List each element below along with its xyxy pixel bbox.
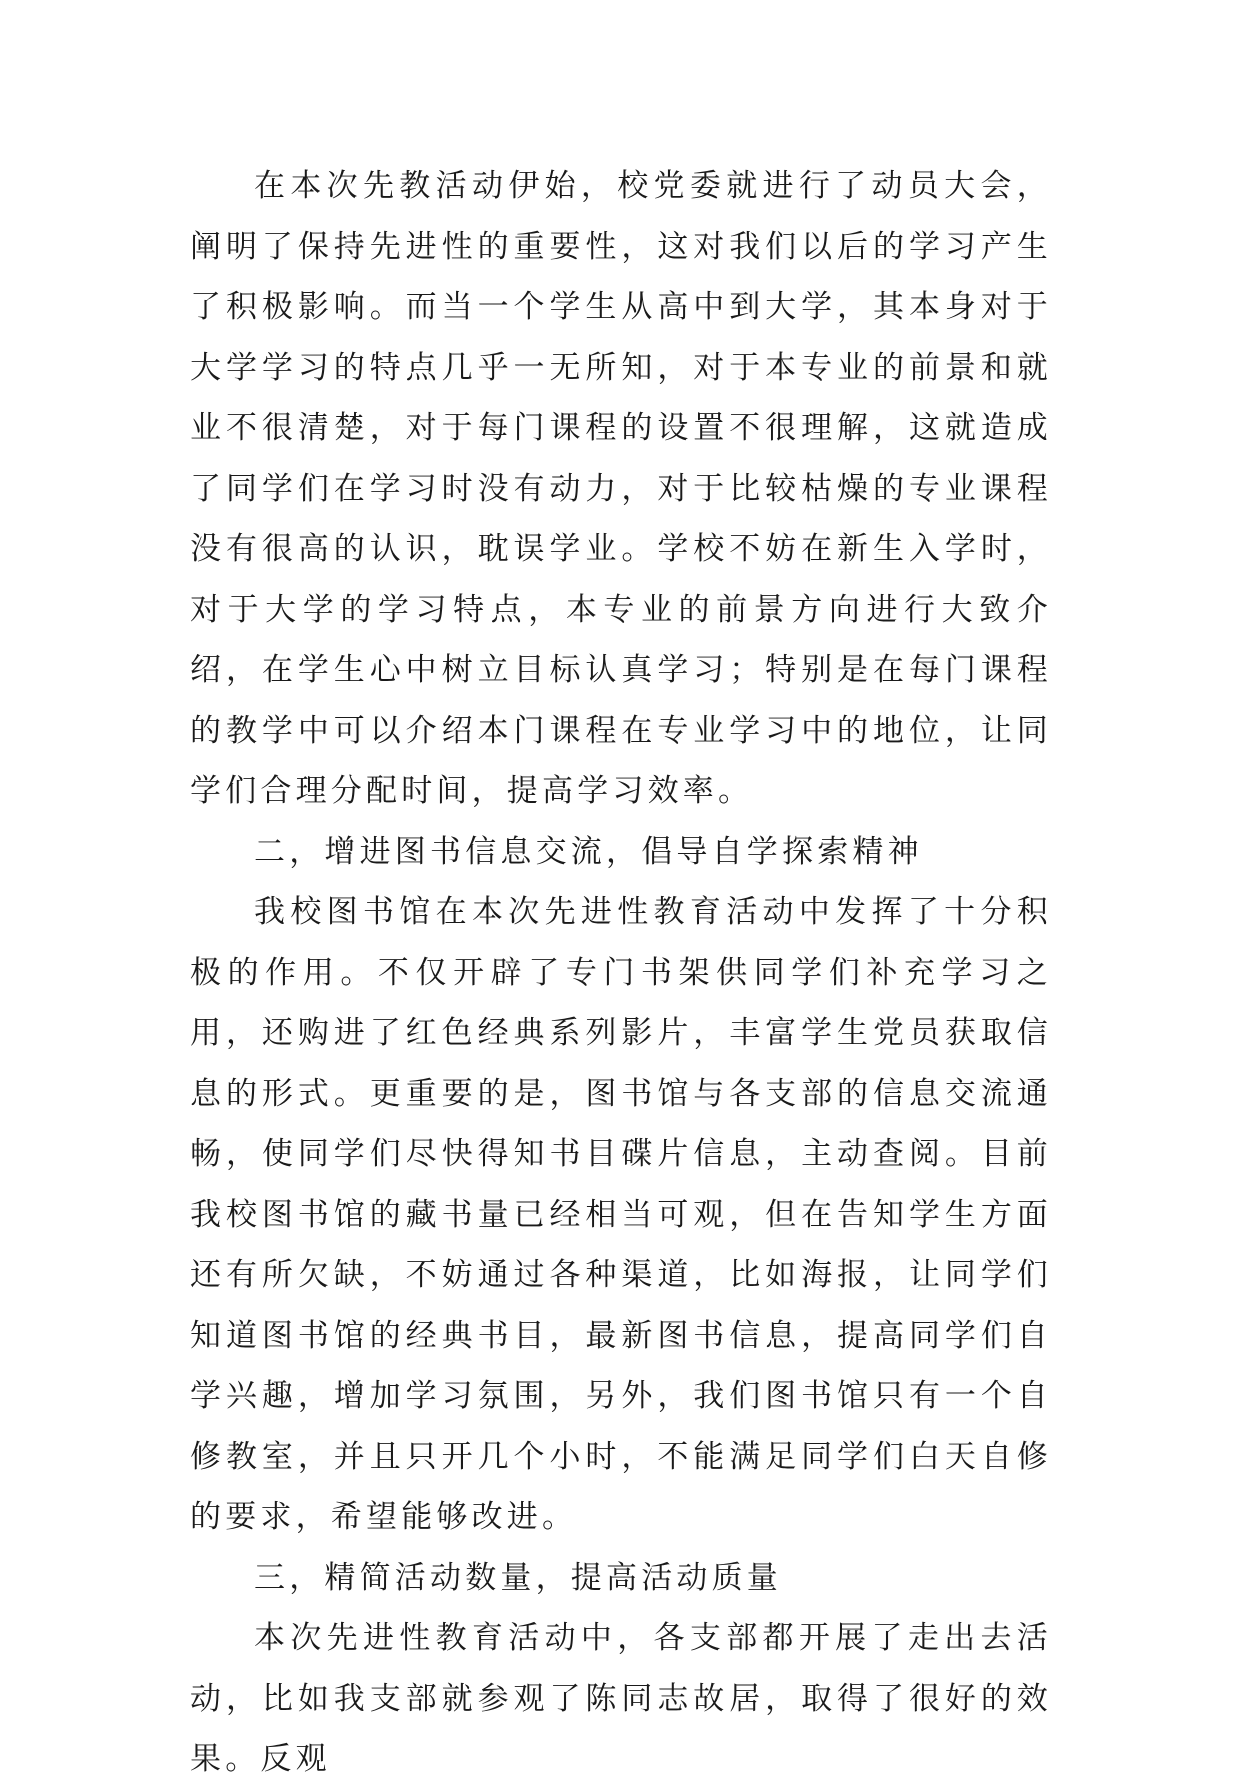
paragraph-3: 本次先进性教育活动中，各支部都开展了走出去活动，比如我支部就参观了陈同志故居，取得了很好的效果。反观	[190, 1620, 1052, 1777]
paragraph-2: 我校图书馆在本次先进性教育活动中发挥了十分积极的作用。不仅开辟了专门书架供同学们补充学习之用，还购进了红色经典系列影片，丰富学生党员获取信息的形式。更重要的是，图书馆与各支部的信息交流通畅，使同学们尽快得知书目碟片信息，主动查阅。目前我校图书馆的藏书量已经相当可观，但在告知学生方面还有所欠缺，不妨通过各种渠道，比如海报，让同学们知道图书馆的经典书目，最新图书信息，提高同学们自学兴趣，增加学习氛围，另外，我们图书馆只有一个自修教室，并且只开几个小时，不能满足同学们白天自修的要求，希望能够改进。	[190, 894, 1052, 1535]
paragraph-1: 在本次先教活动伊始，校党委就进行了动员大会，阐明了保持先进性的重要性，这对我们以后的学习产生了积极影响。而当一个学生从高中到大学，其本身对于大学学习的特点几乎一无所知，对于本专业的前景和就业不很清楚，对于每门课程的设置不很理解，这就造成了同学们在学习时没有动力，对于比较枯燥的专业课程没有很高的认识，耽误学业。学校不妨在新生入学时，对于大学的学习特点，本专业的前景方向进行大致介绍，在学生心中树立目标认真学习；特别是在每门课程的教学中可以介绍本门课程在专业学习中的地位，让同学们合理分配时间，提高学习效率。	[190, 168, 1052, 809]
section-heading-2: 二，增进图书信息交流，倡导自学探索精神	[254, 833, 923, 870]
document-body	[190, 156, 1052, 1790]
section-heading-3: 三，精简活动数量，提高活动质量	[254, 1559, 782, 1596]
